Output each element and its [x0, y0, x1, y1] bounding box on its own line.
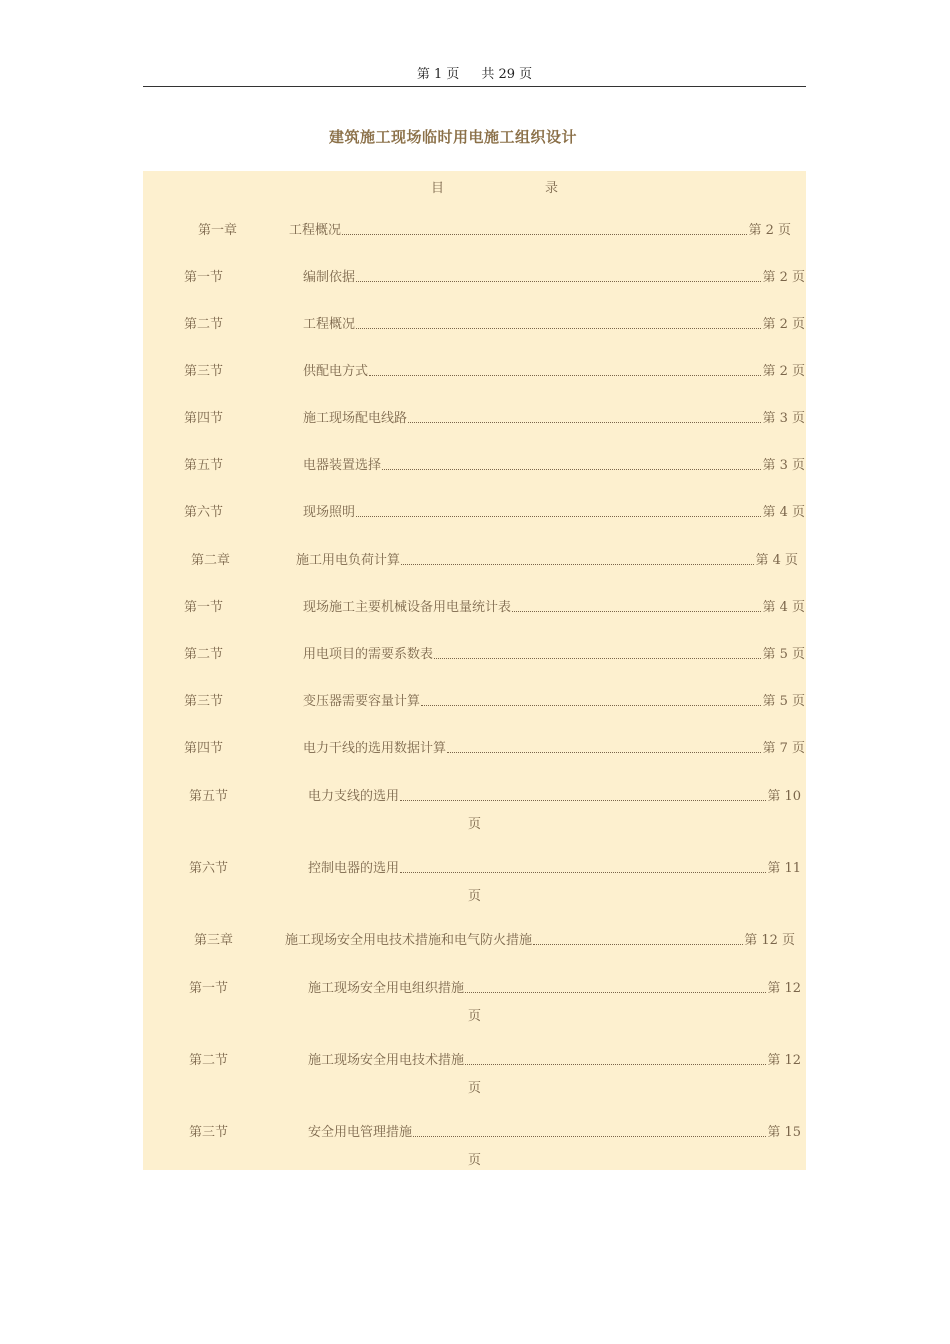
- toc-entry-line: [308, 859, 801, 879]
- toc-entry-page: 第 5 页: [762, 694, 805, 709]
- toc-entry-page: 第 12: [767, 981, 801, 996]
- toc-entry-page: 第 12: [767, 1053, 801, 1068]
- toc-entry-title: 工程概况: [303, 317, 356, 332]
- toc-entry-page: 第 3 页: [762, 458, 805, 473]
- toc-entry-line: [308, 1051, 801, 1071]
- toc-entry-title: 现场施工主要机械设备用电量统计表: [303, 600, 512, 615]
- toc-entry-page: 第 4 页: [755, 553, 798, 568]
- toc-entry-label: 第三节: [184, 364, 224, 379]
- toc-entry-label: 第五节: [189, 789, 229, 804]
- toc-entry-label: 第三章: [194, 933, 234, 948]
- toc-entry-label: 第三节: [189, 1125, 229, 1140]
- toc-entry-label: 第一节: [189, 981, 229, 996]
- page-number: 第 1 页: [416, 67, 460, 82]
- toc-entry: [143, 409, 806, 429]
- toc-entry-page: 第 5 页: [762, 647, 805, 662]
- toc-entry-line: [303, 409, 805, 429]
- toc-entry: [143, 268, 806, 288]
- toc-entry-title: 供配电方式: [303, 364, 369, 379]
- toc-entry-page: 第 2 页: [748, 223, 791, 238]
- toc-entry: [143, 598, 806, 618]
- toc-entry-title: 用电项目的需要系数表: [303, 647, 434, 662]
- toc-entry-page: 第 7 页: [762, 741, 805, 756]
- toc-entry-label: 第二章: [191, 553, 231, 568]
- toc-entry-line: [289, 221, 791, 241]
- toc-entry-page: 第 15: [767, 1125, 801, 1140]
- toc-entry-line: [303, 362, 805, 382]
- toc-entry-page: 第 12 页: [744, 933, 795, 948]
- toc-entry-title: 电力支线的选用: [308, 789, 400, 804]
- toc-entry-title: 电力干线的选用数据计算: [303, 741, 447, 756]
- toc-entry-page: 第 4 页: [762, 505, 805, 520]
- toc-entry: [143, 503, 806, 523]
- toc-leader-dots: [342, 234, 747, 235]
- toc-entry: [143, 1123, 806, 1143]
- toc-entry-title: 施工现场安全用电组织措施: [308, 981, 465, 996]
- toc-entry-title: 现场照明: [303, 505, 356, 520]
- toc-entry: [143, 787, 806, 807]
- toc-leader-dots: [413, 1136, 766, 1137]
- toc-entry-line: [308, 787, 801, 807]
- toc-entry-label: 第二节: [189, 1053, 229, 1068]
- toc-entry-title: 施工现场配电线路: [303, 411, 408, 426]
- toc-leader-dots: [533, 944, 743, 945]
- toc-entry: [143, 859, 806, 879]
- toc-leader-dots: [421, 705, 761, 706]
- toc-leader-dots: [465, 992, 766, 993]
- toc-entry-line: [303, 315, 805, 335]
- toc-entry-label: 第一章: [198, 223, 238, 238]
- toc-entry-title: 工程概况: [289, 223, 342, 238]
- toc-entry: [143, 551, 806, 571]
- toc-entry-title: 安全用电管理措施: [308, 1125, 413, 1140]
- toc-entry-label: 第二节: [184, 317, 224, 332]
- toc-entry: [143, 931, 806, 951]
- toc-entry-page: 第 2 页: [762, 317, 805, 332]
- toc-entry: [143, 315, 806, 335]
- toc-entry: [143, 739, 806, 759]
- toc-entry: [143, 221, 806, 241]
- toc-entry-page-wrap: 页: [468, 817, 482, 832]
- toc-leader-dots: [512, 611, 761, 612]
- toc-entry-label: 第五节: [184, 458, 224, 473]
- toc-leader-dots: [401, 564, 754, 565]
- toc-entry-line: [308, 1123, 801, 1143]
- toc-leader-dots: [400, 800, 766, 801]
- table-of-contents: [143, 171, 806, 1170]
- toc-entry-page-wrap: 页: [468, 1009, 482, 1024]
- toc-entry-page-wrap: 页: [468, 889, 482, 904]
- toc-leader-dots: [465, 1064, 766, 1065]
- document-title: 建筑施工现场临时用电施工组织设计: [328, 128, 577, 146]
- toc-entry-line: [308, 979, 801, 999]
- toc-entry-page: 第 3 页: [762, 411, 805, 426]
- toc-leader-dots: [356, 516, 761, 517]
- toc-leader-dots: [434, 658, 761, 659]
- toc-entry-line: [303, 598, 805, 618]
- page-header: [143, 64, 806, 87]
- toc-heading-right: 录: [545, 181, 559, 196]
- toc-entry-label: 第六节: [189, 861, 229, 876]
- toc-entry-line: [303, 739, 805, 759]
- toc-entry-page: 第 10: [767, 789, 801, 804]
- toc-entry-title: 施工用电负荷计算: [296, 553, 401, 568]
- toc-entry-page: 第 2 页: [762, 364, 805, 379]
- toc-entry: [143, 692, 806, 712]
- toc-entry-page: 第 11: [767, 861, 801, 876]
- toc-leader-dots: [356, 328, 761, 329]
- toc-leader-dots: [447, 752, 761, 753]
- toc-entry-line: [303, 456, 805, 476]
- toc-entry-line: [303, 268, 805, 288]
- toc-leader-dots: [400, 872, 766, 873]
- toc-leader-dots: [382, 469, 761, 470]
- toc-entry-label: 第二节: [184, 647, 224, 662]
- toc-entry-title: 电器装置选择: [303, 458, 382, 473]
- toc-entry-title: 施工现场安全用电技术措施和电气防火措施: [285, 933, 533, 948]
- toc-entry: [143, 645, 806, 665]
- toc-entry: [143, 1051, 806, 1071]
- toc-entry: [143, 979, 806, 999]
- toc-entry-line: [303, 645, 805, 665]
- toc-entry-label: 第四节: [184, 741, 224, 756]
- toc-entry-title: 编制依据: [303, 270, 356, 285]
- toc-entry-line: [303, 503, 805, 523]
- toc-entry-page: 第 4 页: [762, 600, 805, 615]
- toc-entry-label: 第一节: [184, 270, 224, 285]
- toc-leader-dots: [356, 281, 761, 282]
- toc-entry-line: [303, 692, 805, 712]
- toc-entry-label: 第一节: [184, 600, 224, 615]
- toc-entry-page-wrap: 页: [468, 1153, 482, 1168]
- toc-entry-title: 控制电器的选用: [308, 861, 400, 876]
- toc-entry: [143, 362, 806, 382]
- toc-leader-dots: [408, 422, 761, 423]
- toc-entry-line: [285, 931, 795, 951]
- toc-entry-page-wrap: 页: [468, 1081, 482, 1096]
- toc-entry-page: 第 2 页: [762, 270, 805, 285]
- toc-entry-label: 第四节: [184, 411, 224, 426]
- toc-entry-title: 变压器需要容量计算: [303, 694, 421, 709]
- page-total: 共 29 页: [481, 67, 533, 82]
- toc-leader-dots: [369, 375, 761, 376]
- toc-heading-left: 目: [431, 181, 445, 196]
- toc-entry: [143, 456, 806, 476]
- toc-entry-label: 第三节: [184, 694, 224, 709]
- toc-entry-title: 施工现场安全用电技术措施: [308, 1053, 465, 1068]
- toc-entry-line: [296, 551, 798, 571]
- toc-entry-label: 第六节: [184, 505, 224, 520]
